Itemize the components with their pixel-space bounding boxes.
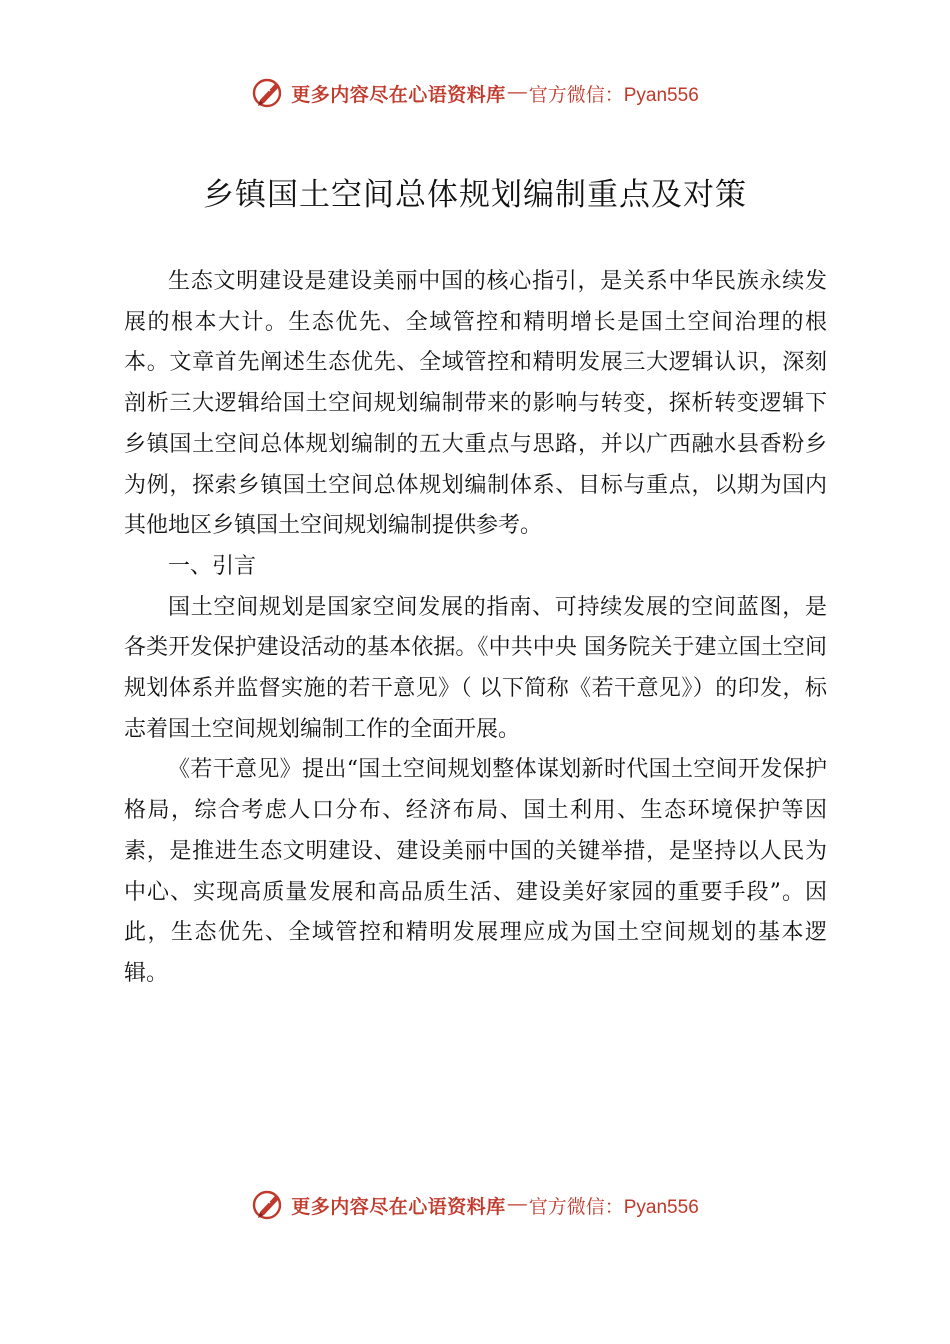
pen-logo-icon [251, 76, 285, 110]
document-title: 乡镇国土空间总体规划编制重点及对策 [203, 177, 747, 213]
section-heading-introduction: 一、引言 [168, 553, 257, 579]
site-name-text: 更多内容尽在心语资料库 [291, 83, 506, 106]
banner-separator: — [507, 1194, 527, 1215]
wechat-contact-text: 官方微信：Pyan556 [528, 84, 699, 106]
header-banner [0, 73, 950, 113]
document-body [124, 262, 827, 995]
footer-banner [0, 1185, 950, 1225]
pen-logo-icon [251, 1188, 285, 1222]
abstract-paragraph: 生态文明建设是建设美丽中国的核心指引，是关系中华民族永续发展的根本大计。生态优先、全域管控和精明增长是国土空间治理的根本。文章首先阐述生态优先、全域管控和精明发展三大逻辑认识，深刻剖析三大逻辑给国土空间规划编制带来的影响与转变，探析转变逻辑下乡镇国土空间总体规划编制的五大重点与思路，并以广西融水县香粉乡为例，探索乡镇国土空间总体规划编制体系、目标与重点，以期为国内其他地区乡镇国土空间规划编制提供参考。 [124, 269, 827, 539]
introduction-paragraph-1: 国土空间规划是国家空间发展的指南、可持续发展的空间蓝图，是各类开发保护建设活动的基本依据。《中共中央 国务院关于建立国土空间规划体系并监督实施的若干意见》（ 以下简称《若干意见》）的印发，标志着国土空间规划编制工作的全面开展。 [124, 594, 827, 742]
introduction-paragraph-2: 《若干意见》提出“国土空间规划整体谋划新时代国土空间开发保护格局，综合考虑人口分布、经济布局、国土利用、生态环境保护等因素，是推进生态文明建设、建设美丽中国的关键举措，是坚持以人民为中心、实现高质量发展和高品质生活、建设美好家园的重要手段”。因此，生态优先、全域管控和精明发展理应成为国土空间规划的基本逻辑。 [124, 757, 827, 986]
wechat-contact-text: 官方微信：Pyan556 [528, 1196, 699, 1218]
banner-separator: — [507, 82, 527, 103]
site-name-text: 更多内容尽在心语资料库 [291, 1195, 506, 1218]
